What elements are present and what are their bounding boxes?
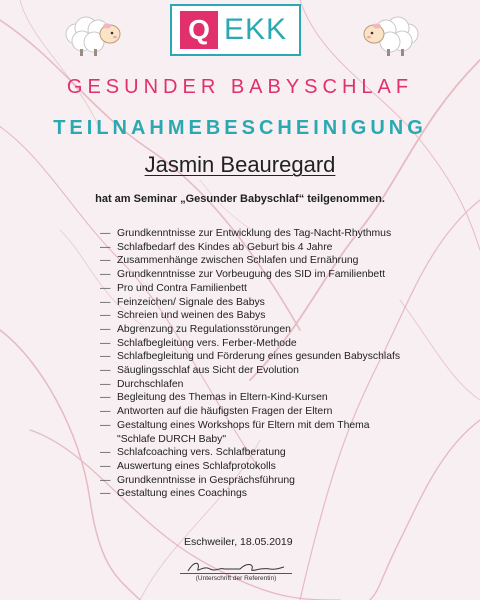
topic-item: — Durchschlafen [100,378,184,390]
dash-bullet: — [100,406,111,418]
dash-bullet: — [100,296,111,308]
dash-bullet: — [100,460,111,472]
signature-line [180,573,292,574]
topic-item: — Antworten auf die häufigsten Fragen der Eltern [100,406,333,418]
topic-item: — Säuglingsschlaf aus Sicht der Evolution [100,365,299,377]
topic-item: — Pro und Contra Familienbett [100,282,247,294]
sheep-icon [58,8,124,60]
dash-bullet: — [100,392,111,404]
topic-item: — Schreien und weinen des Babys [100,310,266,322]
topic-item: — Schlafbegleitung vers. Ferber-Methode [100,337,297,349]
participation-statement: hat am Seminar „Gesunder Babyschlaf“ teilgenommen. [95,193,385,205]
topic-item: — Feinzeichen/ Signale des Babys [100,296,265,308]
dash-bullet: — [100,269,111,281]
topic-item: — Gestaltung eines Coachings [100,488,247,500]
dash-bullet: — [100,447,111,459]
recipient-name: Jasmin Beauregard [144,152,336,177]
dash-bullet: — [100,241,111,253]
signature-caption: (Unterschrift der Referentin) [195,575,277,582]
topic-item: — Abgrenzung zu Regulationsstörungen [100,323,291,335]
dash-bullet: — [100,365,111,377]
topic-item: — Grundkenntnisse in Gesprächsführung [100,474,295,486]
place-and-date: Eschweiler, 18.05.2019 [184,536,293,548]
topic-item: — Grundkenntnisse zur Entwicklung des Tag-Nacht-Rhythmus [100,228,392,239]
certificate-heading: TEILNAHMEBESCHEINIGUNG [53,117,427,139]
topic-item: — Auswertung eines Schlafprotokolls [100,460,276,472]
topic-item: — Zusammenhänge zwischen Schlafen und Ernährung [100,255,359,267]
logo-q-letter: Q [180,11,218,49]
topic-item: — Schlafbedarf des Kindes ab Geburt bis 4 Jahre [100,241,333,253]
topic-list [100,227,400,501]
dash-bullet: — [100,228,111,239]
dash-bullet: — [100,351,111,363]
topic-item: — Schlafbegleitung und Förderung eines gesunden Babyschlafs [100,351,401,363]
dash-bullet: — [100,282,111,294]
dash-bullet: — [100,378,111,390]
qekk-logo [170,4,301,56]
dash-bullet: — [100,255,111,267]
dash-bullet: — [100,337,111,349]
topic-item: — Grundkenntnisse zur Vorbeugung des SID im Familienbett [100,269,385,281]
dash-bullet: — [100,323,111,335]
topic-item: — Begleitung des Themas in Eltern-Kind-Kursen [100,392,328,404]
topic-item: — Gestaltung eines Workshops für Eltern mit dem Thema "Schlafe DURCH Baby" [100,419,370,445]
dash-bullet: — [100,310,111,322]
dash-bullet: — [100,488,111,500]
topic-item: — Schlafcoaching vers. Schlafberatung [100,447,286,459]
dash-bullet: — [100,474,111,486]
dash-bullet: — [100,419,111,431]
logo-text: EKK [224,13,288,46]
sheep-icon [360,8,426,60]
course-title: GESUNDER BABYSCHLAF [66,76,414,98]
